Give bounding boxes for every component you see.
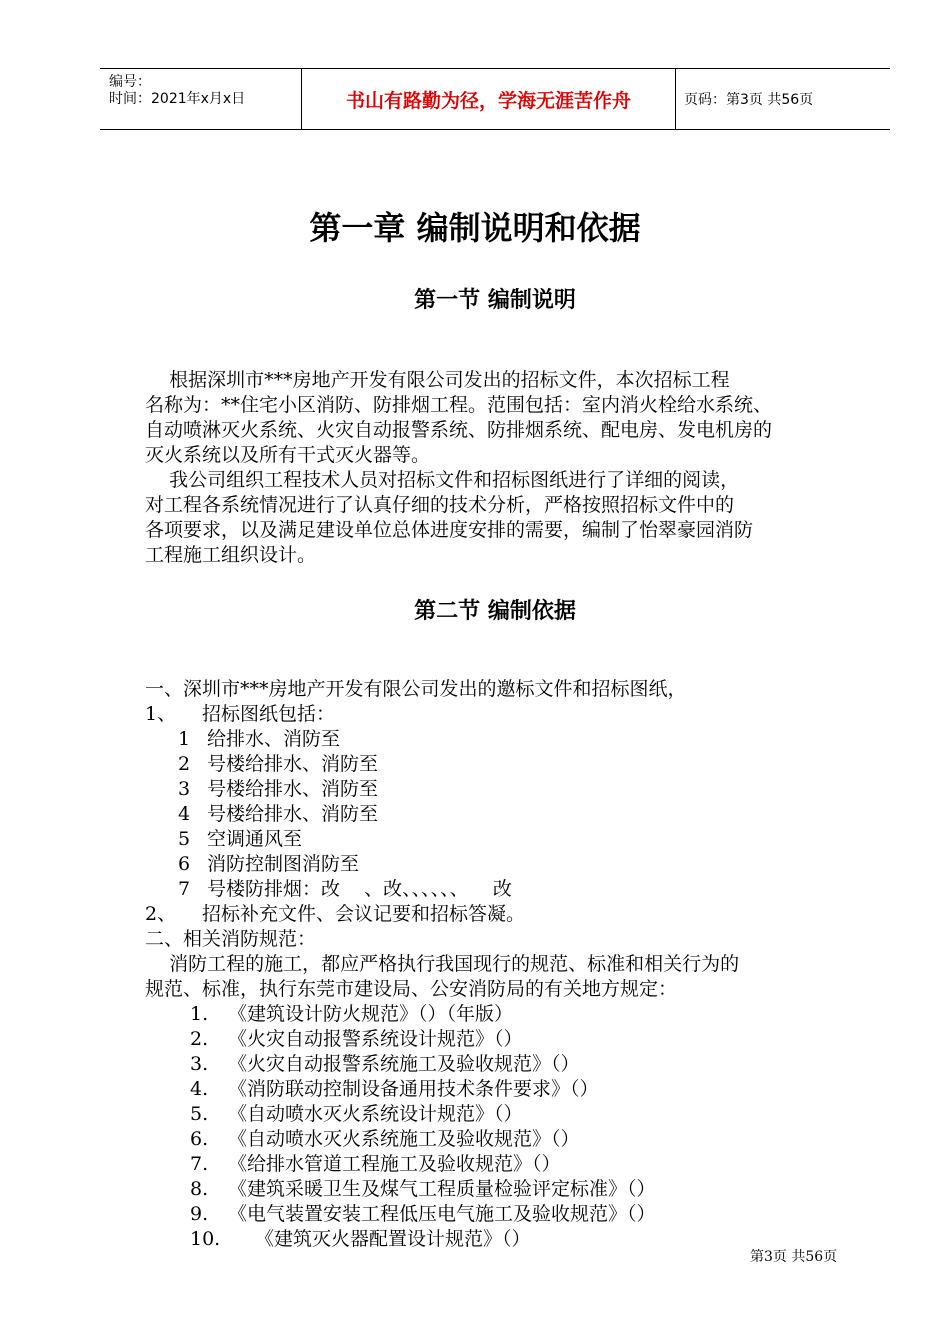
drawing-number: 1	[178, 728, 191, 750]
paragraph-line: 各项要求，以及满足建设单位总体进度安排的需要，编制了怡翠豪园消防	[145, 519, 754, 541]
header-page-label: 页码：第3页 共56页	[684, 92, 814, 108]
chapter-title: 第一章 编制说明和依据	[309, 209, 641, 247]
standard-number: 3.	[190, 1053, 209, 1075]
standard-text: 《火灾自动报警系统设计规范》（）	[228, 1028, 523, 1050]
standard-text: 《电气装置安装工程低压电气施工及验收规范》（）	[228, 1203, 656, 1225]
drawing-number: 6	[178, 853, 191, 875]
drawing-text: 空调通风至	[207, 828, 303, 850]
paragraph-line: 规范、标准，执行东莞市建设局、公安消防局的有关地方规定：	[145, 978, 678, 1000]
standard-text: 《自动喷水灭火系统施工及验收规范》（）	[228, 1128, 580, 1150]
item2-number: 2、	[145, 903, 177, 925]
standard-text: 《给排水管道工程施工及验收规范》（）	[228, 1153, 561, 1175]
item2-text: 招标补充文件、会议记要和招标答凝。	[202, 903, 526, 925]
drawing-text: 给排水、消防至	[207, 728, 341, 750]
standard-text: 《自动喷水灭火系统设计规范》（）	[228, 1103, 523, 1125]
standard-number: 8.	[190, 1178, 209, 1200]
drawing-text: 号楼防排烟：改 、改、、、、、、 改	[207, 878, 512, 900]
standard-number: 10.	[190, 1228, 221, 1250]
paragraph-line: 根据深圳市***房地产开发有限公司发出的招标文件，本次招标工程	[145, 369, 730, 391]
drawing-number: 3	[178, 778, 191, 800]
drawing-number: 5	[178, 828, 191, 850]
standard-text: 《火灾自动报警系统施工及验收规范》（）	[228, 1053, 580, 1075]
page-header	[100, 68, 890, 130]
standard-number: 7.	[190, 1153, 209, 1175]
part1-heading: 一、深圳市***房地产开发有限公司发出的邀标文件和招标图纸，	[145, 678, 687, 700]
drawing-text: 消防控制图消防至	[207, 853, 360, 875]
part2-heading: 二、相关消防规范：	[145, 928, 317, 950]
item1-number: 1、	[145, 703, 177, 725]
drawing-number: 4	[178, 803, 191, 825]
section2-title: 第二节 编制依据	[414, 599, 576, 624]
standard-number: 2.	[190, 1028, 209, 1050]
standard-text: 《建筑设计防火规范》（）（年版）	[228, 1003, 514, 1025]
time-label: 时间：2021年x月x日	[109, 91, 246, 107]
drawing-number: 2	[178, 753, 191, 775]
paragraph-line: 名称为：**住宅小区消防、防排烟工程。范围包括：室内消火栓给水系统、	[145, 394, 773, 416]
item1-text: 招标图纸包括：	[202, 703, 336, 725]
paragraph-line: 我公司组织工程技术人员对招标文件和招标图纸进行了详细的阅读，	[145, 469, 740, 491]
number-label: 编号：	[109, 74, 151, 90]
header-meta	[100, 69, 302, 129]
section1-title: 第一节 编制说明	[414, 288, 576, 313]
standard-number: 5.	[190, 1103, 209, 1125]
standard-number: 1.	[190, 1003, 209, 1025]
standard-number: 9.	[190, 1203, 209, 1225]
paragraph-line: 消防工程的施工，都应严格执行我国现行的规范、标准和相关行为的	[145, 953, 740, 975]
drawing-text: 号楼给排水、消防至	[207, 803, 379, 825]
paragraph-line: 对工程各系统情况进行了认真仔细的技术分析，严格按照招标文件中的	[145, 494, 735, 516]
standard-number: 6.	[190, 1128, 209, 1150]
drawing-text: 号楼给排水、消防至	[207, 778, 379, 800]
page-footer: 第3页 共56页	[750, 1249, 838, 1265]
standard-text: 《建筑灭火器配置设计规范》（）	[255, 1228, 531, 1250]
standard-number: 4.	[190, 1078, 209, 1100]
drawing-text: 号楼给排水、消防至	[207, 753, 379, 775]
paragraph-line: 自动喷淋灭火系统、火灾自动报警系统、防排烟系统、配电房、发电机房的	[145, 419, 773, 441]
drawing-number: 7	[178, 878, 191, 900]
paragraph-line: 灭火系统以及所有干式灭火器等。	[145, 444, 431, 466]
standard-text: 《消防联动控制设备通用技术条件要求》（）	[228, 1078, 599, 1100]
standard-text: 《建筑采暖卫生及煤气工程质量检验评定标准》（）	[228, 1178, 656, 1200]
paragraph-line: 工程施工组织设计。	[145, 544, 317, 566]
header-motto: 书山有路勤为径，学海无涯苦作舟	[302, 69, 676, 129]
